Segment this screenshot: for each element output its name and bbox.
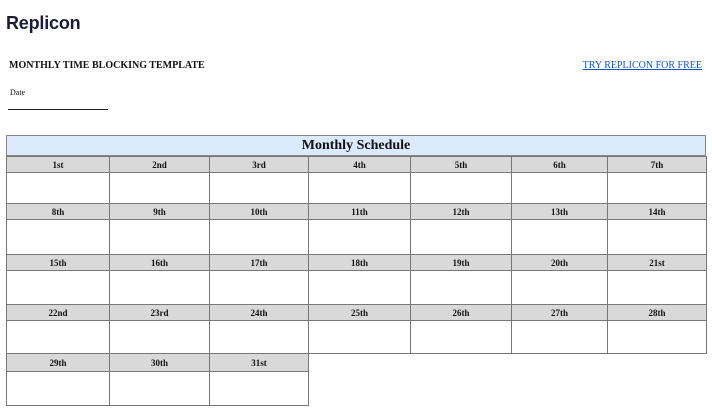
date-input-line[interactable]: [8, 109, 108, 110]
day-cell[interactable]: [308, 320, 411, 354]
day-cell[interactable]: [6, 172, 110, 204]
day-header: 29th: [6, 353, 110, 372]
day-header: 17th: [209, 254, 309, 271]
day-header: 7th: [607, 156, 707, 173]
day-cell[interactable]: [109, 371, 210, 406]
day-header: 2nd: [109, 156, 210, 173]
day-header: 24th: [209, 304, 309, 321]
day-header: 25th: [308, 304, 411, 321]
try-replicon-link[interactable]: TRY REPLICON FOR FREE: [582, 60, 702, 71]
day-header: 21st: [607, 254, 707, 271]
day-header: 22nd: [6, 304, 110, 321]
day-cell[interactable]: [6, 270, 110, 305]
day-header: 26th: [410, 304, 512, 321]
day-cell[interactable]: [109, 172, 210, 204]
day-cell[interactable]: [209, 270, 309, 305]
day-cell[interactable]: [410, 219, 512, 255]
day-header: 28th: [607, 304, 707, 321]
day-header: 15th: [6, 254, 110, 271]
day-cell[interactable]: [209, 371, 309, 406]
document-title: MONTHLY TIME BLOCKING TEMPLATE: [9, 60, 205, 71]
day-cell[interactable]: [6, 371, 110, 406]
day-header: 27th: [511, 304, 608, 321]
date-label: Date: [10, 88, 26, 97]
day-cell[interactable]: [511, 320, 608, 354]
day-header: 30th: [109, 353, 210, 372]
day-header: 12th: [410, 203, 512, 220]
day-cell[interactable]: [209, 320, 309, 354]
day-cell[interactable]: [607, 320, 707, 354]
day-cell[interactable]: [511, 270, 608, 305]
day-header: 11th: [308, 203, 411, 220]
day-header: 20th: [511, 254, 608, 271]
day-header: 9th: [109, 203, 210, 220]
day-cell[interactable]: [109, 270, 210, 305]
day-cell[interactable]: [209, 172, 309, 204]
day-header: 18th: [308, 254, 411, 271]
day-cell[interactable]: [308, 270, 411, 305]
day-cell[interactable]: [410, 320, 512, 354]
day-header: 6th: [511, 156, 608, 173]
replicon-logo: Replicon: [6, 13, 81, 33]
day-cell[interactable]: [607, 219, 707, 255]
day-header: 19th: [410, 254, 512, 271]
day-cell[interactable]: [511, 172, 608, 204]
day-header: 13th: [511, 203, 608, 220]
day-header: 4th: [308, 156, 411, 173]
day-cell[interactable]: [410, 172, 512, 204]
day-header: 5th: [410, 156, 512, 173]
day-cell[interactable]: [410, 270, 512, 305]
day-cell[interactable]: [6, 219, 110, 255]
day-cell[interactable]: [607, 172, 707, 204]
day-cell[interactable]: [6, 320, 110, 354]
day-cell[interactable]: [511, 219, 608, 255]
day-cell[interactable]: [109, 219, 210, 255]
day-cell[interactable]: [109, 320, 210, 354]
day-header: 14th: [607, 203, 707, 220]
day-header: 16th: [109, 254, 210, 271]
day-cell[interactable]: [308, 219, 411, 255]
day-header: 1st: [6, 156, 110, 173]
day-header: 23rd: [109, 304, 210, 321]
day-cell[interactable]: [607, 270, 707, 305]
day-header: 10th: [209, 203, 309, 220]
day-cell[interactable]: [308, 172, 411, 204]
day-header: 3rd: [209, 156, 309, 173]
day-cell[interactable]: [209, 219, 309, 255]
schedule-title: Monthly Schedule: [6, 135, 706, 156]
day-header: 8th: [6, 203, 110, 220]
day-header: 31st: [209, 353, 309, 372]
